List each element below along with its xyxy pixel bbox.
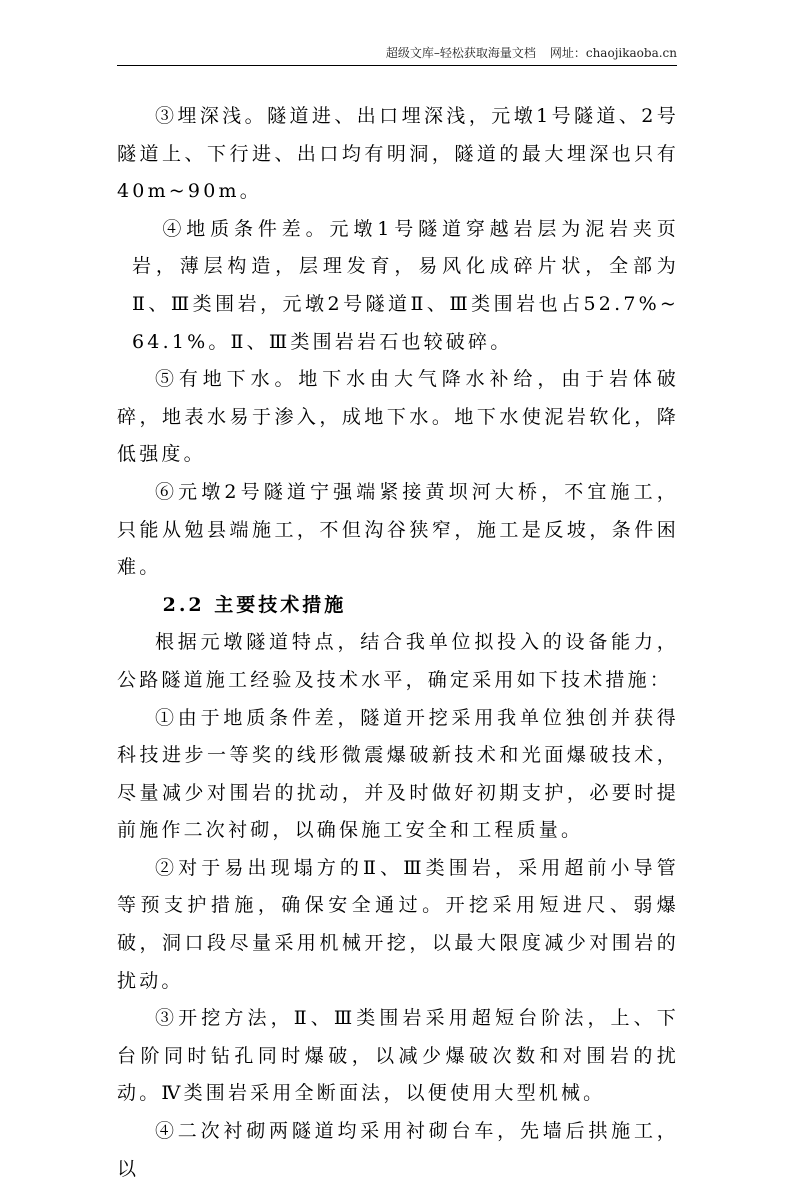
page-header (117, 44, 677, 66)
paragraph-measure-lining: ④二次衬砌两隧道均采用衬砌台车，先墙后拱施工，以 (117, 1120, 679, 1180)
paragraph-groundwater: ⑤有地下水。地下水由大气降水补给，由于岩体破碎，地表水易于渗入，成地下水。地下水使泥岩软化，降低强度。 (117, 368, 679, 466)
document-body (117, 98, 679, 1188)
paragraph-burial-depth: ③埋深浅。隧道进、出口埋深浅，元墩1号隧道、2号隧道上、下行进、出口均有明洞，隧道的最大埋深也只有40m~90m。 (117, 105, 679, 203)
paragraph-intro-measures: 根据元墩隧道特点，结合我单位拟投入的设备能力，公路隧道施工经验及技术水平，确定采用如下技术措施： (117, 631, 679, 691)
section-heading: 2.2 主要技术措施 (162, 593, 347, 616)
paragraph-measure-excavation: ③开挖方法，Ⅱ、Ⅲ类围岩采用超短台阶法，上、下台阶同时钻孔同时爆破，以减少爆破次数和对围岩的扰动。Ⅳ类围岩采用全断面法，以便使用大型机械。 (117, 1007, 679, 1105)
header-url-link[interactable]: chaojikaoba.cn (585, 46, 677, 60)
header-url-label: 网址： (549, 46, 586, 60)
paragraph-measure-support: ②对于易出现塌方的Ⅱ、Ⅲ类围岩，采用超前小导管等预支护措施，确保安全通过。开挖采用短进尺、弱爆破，洞口段尽量采用机械开挖，以最大限度减少对围岩的扰动。 (117, 856, 679, 992)
paragraph-measure-blasting: ①由于地质条件差，隧道开挖采用我单位独创并获得科技进步一等奖的线形微震爆破新技术和光面爆破技术，尽量减少对围岩的扰动，并及时做好初期支护，必要时提前施作二次衬砌，以确保施工安全和工程质量。 (117, 706, 679, 842)
paragraph-construction-access: ⑥元墩2号隧道宁强端紧接黄坝河大桥，不宜施工，只能从勉县端施工，不但沟谷狭窄，施工是反坡，条件困难。 (117, 480, 679, 579)
header-site-name: 超级文库–轻松获取海量文档 (385, 46, 536, 60)
paragraph-geology: ④地质条件差。元墩1号隧道穿越岩层为泥岩夹页岩，薄层构造，层理发育，易风化成碎片状，全部为Ⅱ、Ⅲ类围岩，元墩2号隧道Ⅱ、Ⅲ类围岩也占52.7%~64.1%。Ⅱ、Ⅲ类围岩岩石也较破碎。 (132, 217, 679, 353)
